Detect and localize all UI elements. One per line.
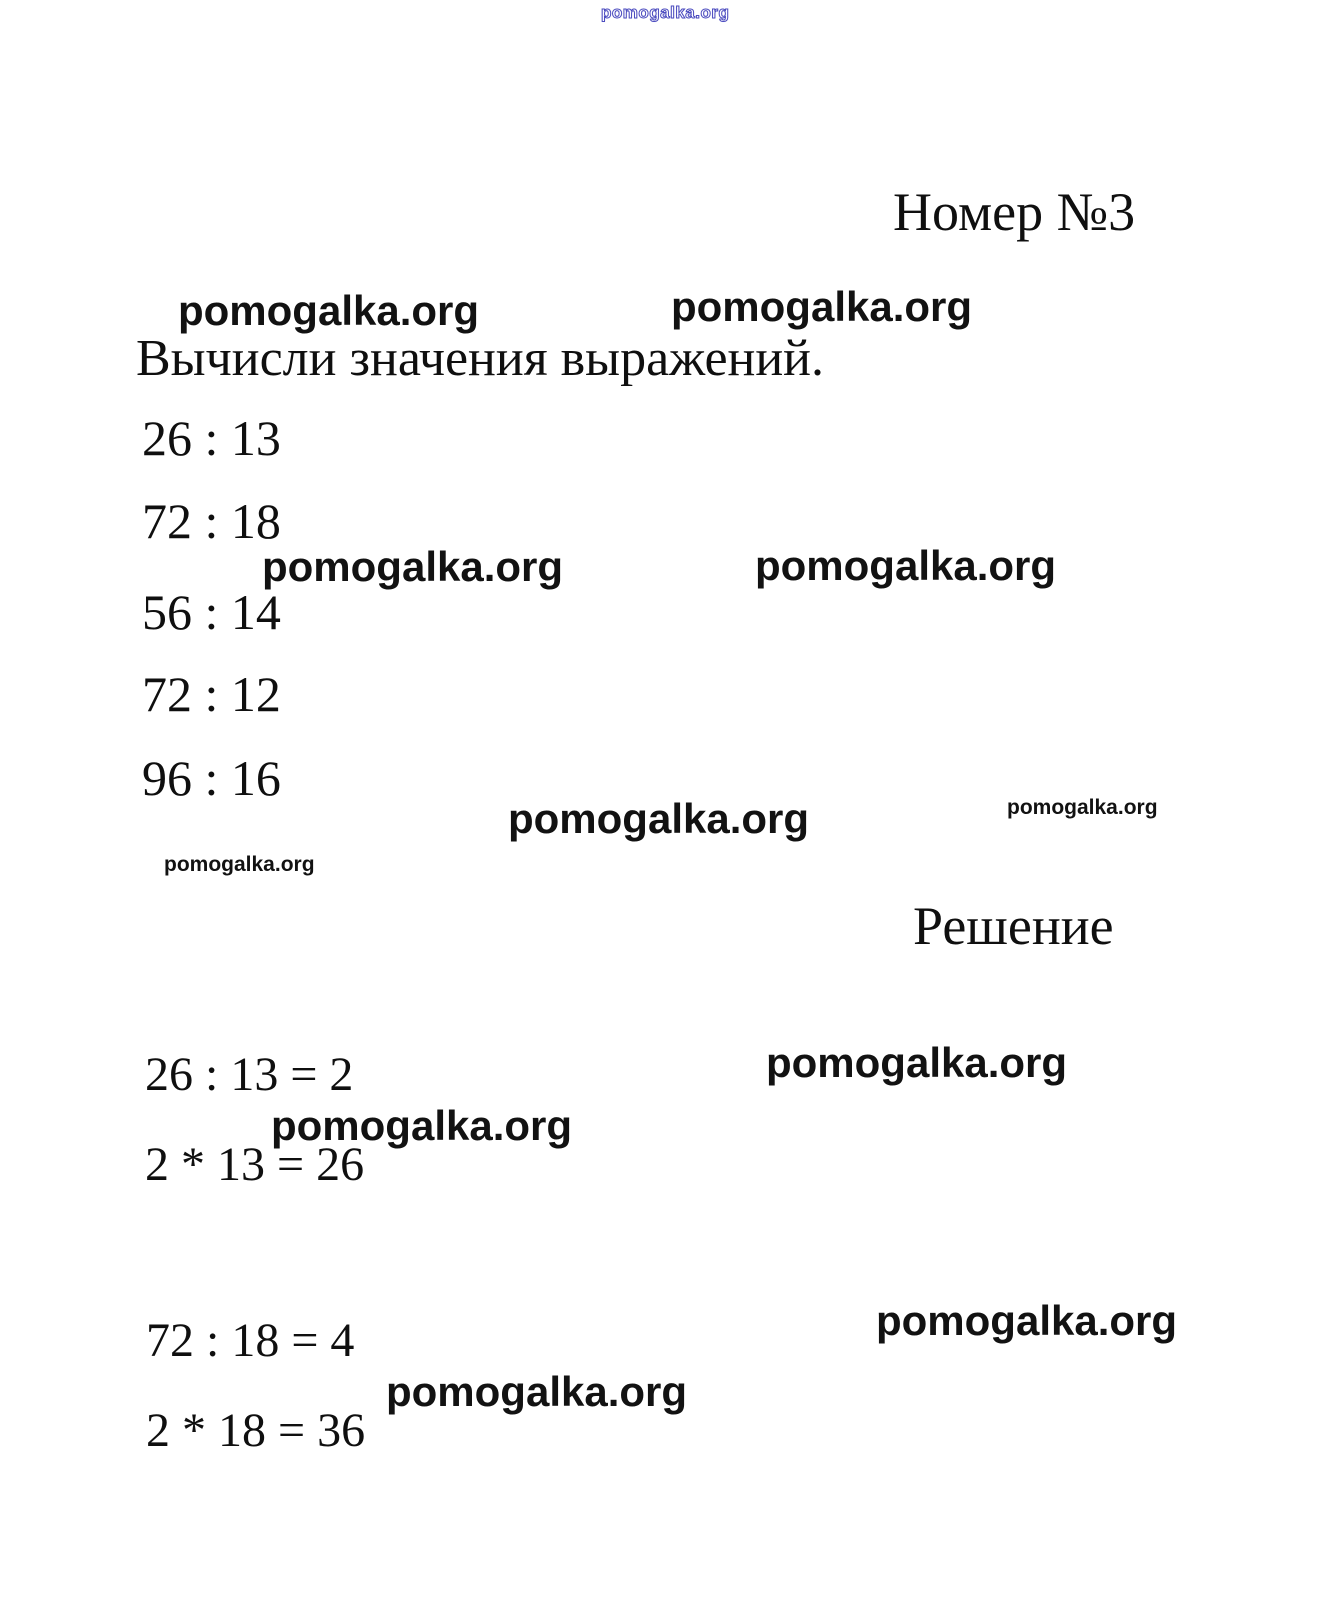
task-instruction: Вычисли значения выражений. xyxy=(136,330,825,387)
watermark: pomogalka.org xyxy=(1007,796,1158,819)
watermark: pomogalka.org xyxy=(508,795,810,842)
watermark: pomogalka.org xyxy=(386,1368,688,1415)
expression-row: 56 : 14 xyxy=(142,584,281,640)
expression-row: 96 : 16 xyxy=(142,750,281,806)
watermark: pomogalka.org xyxy=(671,283,973,330)
watermark: pomogalka.org xyxy=(262,543,564,590)
watermark: pomogalka.org xyxy=(164,853,315,876)
watermark: pomogalka.org xyxy=(876,1297,1178,1344)
solution-heading: Решение xyxy=(913,896,1114,956)
watermark: pomogalka.org xyxy=(178,287,480,334)
expression-row: 72 : 18 xyxy=(142,493,281,549)
solution-check-line: 2 * 13 = 26 xyxy=(145,1138,365,1191)
watermark-top: pomogalka.org xyxy=(601,3,730,22)
watermark: pomogalka.org xyxy=(755,542,1057,589)
expression-row: 26 : 13 xyxy=(142,410,281,466)
expression-row: 72 : 12 xyxy=(142,666,281,722)
watermark: pomogalka.org xyxy=(271,1102,573,1149)
solution-division-line: 26 : 13 = 2 xyxy=(145,1048,354,1101)
solution-check-line: 2 * 18 = 36 xyxy=(146,1404,366,1457)
watermark: pomogalka.org xyxy=(766,1039,1068,1086)
solution-division-line: 72 : 18 = 4 xyxy=(146,1314,355,1367)
page-title: Номер №3 xyxy=(893,182,1136,242)
